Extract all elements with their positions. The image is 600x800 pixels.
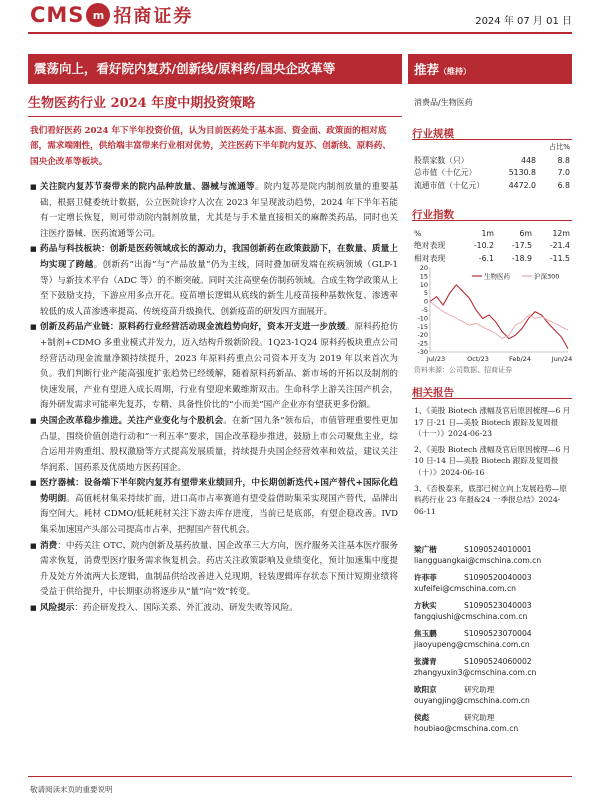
bullet-text bbox=[40, 180, 398, 242]
square-bullet-icon: ■ bbox=[30, 541, 37, 550]
bullet-body: 。在新“国九条”领布后，市值管理重要性更加凸显，围绕价值创造行动和“一利五率”要求，国企改革稳步推进，鼓励上市公司聚焦主业，综合运用并购重组、股权激励等方式提高发展质量，持续提升央国企经营效率和效益，建议关注华润系、国药系及优质地方医药国企。 bbox=[40, 415, 398, 473]
table-row: 相对表现 -6.1 -18.9 -11.5 bbox=[414, 253, 570, 263]
report-link[interactable]: 2、《美股 Biotech 涨幅及官后原因梳理—6 月 10 日-14 日—美股 Biotech 跟踪及复周报（十）》2024-06-16 bbox=[414, 444, 571, 477]
analyst-email[interactable]: houbiao@cmschina.com.cn bbox=[414, 724, 519, 733]
analyst-entry bbox=[414, 599, 572, 622]
logo-text-en: CMS bbox=[30, 3, 85, 27]
index-line-chart bbox=[412, 264, 572, 364]
bullet-item bbox=[30, 180, 398, 242]
bullet-text bbox=[40, 242, 398, 320]
square-bullet-icon: ■ bbox=[30, 604, 37, 613]
y-tick-label: -10 bbox=[417, 314, 428, 323]
analyst-list bbox=[414, 543, 572, 739]
footer-note: 敬请阅读末页的重要说明 bbox=[30, 785, 113, 794]
analyst-name: 侯彪 bbox=[414, 712, 430, 722]
industry-scale-heading: 行业规模 bbox=[412, 122, 572, 140]
y-tick-label: -25 bbox=[417, 339, 428, 348]
report-date: 2024 年 07 月 01 日 bbox=[475, 16, 572, 27]
y-tick-label: 10 bbox=[419, 280, 428, 289]
bullet-text bbox=[40, 539, 398, 601]
bullet-item bbox=[30, 601, 398, 617]
square-bullet-icon: ■ bbox=[30, 323, 37, 332]
y-tick-label: -5 bbox=[421, 306, 428, 314]
x-tick-label: Oct/23 bbox=[467, 355, 489, 363]
table-row: 股票家数（只） 448 8.8 bbox=[414, 155, 570, 165]
y-tick-label: 5 bbox=[423, 289, 428, 298]
rating-note: （维持） bbox=[439, 66, 472, 76]
series-line-csi300 bbox=[430, 302, 568, 339]
y-tick-label: -20 bbox=[417, 331, 428, 340]
table-row: 总市值（十亿元） 5130.8 7.0 bbox=[414, 168, 570, 178]
analyst-name: 张潇青 bbox=[414, 656, 437, 666]
y-tick-label: 20 bbox=[419, 264, 428, 272]
chart-canvas bbox=[412, 264, 572, 364]
table-header-row: % 1m 6m 12m bbox=[414, 228, 570, 238]
bullet-body: 。原料药抢仿+制剂+CDMO 多重业模式并发力，迈入结构升级新阶段。1Q23-1Q24 原料药板块重点公司经营活动现金流量净额持续提升，2023 年原料药重点公司资本开支为 2019 年以来首次为负。我们判断行业产能高强度扩张趋势已经缓解，随着原料药新品、新市场的开拓以及制剂的快速发展，产业有望进入成长周期，行业有望迎来戴维斯双击。生命科学上游关注国产机会，海外研发需求可能率先复苏，专精、具备性价比的“小而美”国产企业亦有望获更多份额。 bbox=[40, 322, 399, 411]
bullet-text bbox=[40, 414, 398, 476]
analyst-entry bbox=[414, 683, 572, 706]
square-bullet-icon: ■ bbox=[30, 245, 37, 254]
scale-unit: 占比% bbox=[548, 142, 570, 151]
bullet-text bbox=[40, 320, 398, 414]
x-tick-label: Feb/24 bbox=[509, 355, 531, 363]
table-row: 绝对表现 -10.2 -17.5 -21.4 bbox=[414, 241, 570, 251]
bullet-lead: 医疗器械：设备端下半年院内复苏有望带来业绩回升，中长期创新迭代+国产替代+国际化趋势明朗 bbox=[40, 478, 398, 504]
headline-band: 震荡向上，看好院内复苏/创新线/原料药/国央企改革等 bbox=[28, 54, 402, 84]
x-tick-label: Jul/23 bbox=[426, 355, 446, 363]
bullet-item bbox=[30, 242, 398, 320]
related-reports-list bbox=[414, 405, 572, 521]
square-bullet-icon: ■ bbox=[30, 183, 37, 191]
legend-label: 沪深300 bbox=[534, 272, 560, 281]
y-tick-label: 0 bbox=[423, 297, 428, 306]
bullet-lead: 央国企改革稳步推进。关注产业变化与个股机会 bbox=[40, 415, 224, 426]
report-link[interactable]: 1、《美股 Biotech 涨幅及官后原因梳理—6 月 17 日-21 日—美股 Biotech 跟踪及复周报（十一）》2024-06-23 bbox=[414, 406, 571, 439]
legend-label: 生物医药 bbox=[484, 272, 510, 281]
bullet-item bbox=[30, 476, 398, 538]
analyst-email[interactable]: zhangyuxin3@cmschina.com.cn bbox=[414, 668, 537, 677]
logo-emblem-icon: m bbox=[86, 3, 110, 27]
brand-logo bbox=[30, 3, 193, 27]
y-tick-label: 15 bbox=[419, 272, 428, 281]
analyst-name: 梁广楷 bbox=[414, 544, 437, 554]
analyst-email[interactable]: ouyangjing@cmschina.com.cn bbox=[414, 696, 530, 705]
index-performance-table bbox=[414, 227, 570, 265]
analyst-entry bbox=[414, 711, 572, 734]
analyst-entry bbox=[414, 655, 572, 678]
square-bullet-icon: ■ bbox=[30, 416, 37, 425]
table-row: 流通市值（十亿元） 4472.0 6.8 bbox=[414, 180, 570, 190]
title-divider bbox=[28, 116, 402, 117]
bullet-text bbox=[40, 601, 398, 617]
bullet-lead: 创新及药品产业链：原料药行业经营活动现金流趋势向好，资本开支进一步放缓 bbox=[40, 322, 346, 333]
analyst-email[interactable]: jiaoyupeng@cmschina.com.cn bbox=[414, 640, 530, 649]
industry-tag: 消费品/生物医药 bbox=[414, 98, 473, 107]
analyst-name: 欧阳京 bbox=[414, 684, 437, 694]
bullet-lead: 药品与科技板块：创新是医药领域成长的源动力，我国创新药在政策鼓励下，在数量、质量上均实现了跨越 bbox=[40, 244, 398, 270]
report-link[interactable]: 3、《否极泰来，底部已树立向上发展趋势—原料药行业 23 年报&24 一季报总结》2024-06-11 bbox=[414, 483, 567, 516]
bullet-item bbox=[30, 539, 398, 601]
rating-label: 推荐 bbox=[414, 62, 440, 77]
rating-band bbox=[408, 54, 572, 84]
bullet-lead: 关注院内复苏节奏带来的院内品种放量、器械与流通等 bbox=[40, 182, 256, 192]
bullet-lead: 消费 bbox=[40, 540, 58, 551]
y-tick-label: -15 bbox=[417, 322, 428, 331]
bullet-item bbox=[30, 414, 398, 476]
analyst-name: 许菲菲 bbox=[414, 572, 437, 582]
analyst-email[interactable]: liangguangkai@cmschina.com.cn bbox=[414, 556, 542, 565]
bullet-body: 。高值耗材集采持续扩面，进口高市占率赛道有望受益借助集采实现国产替代，品牌出海空间大。耗材 CDMO/低耗耗材关注下游去库存进度，当前已是底部，有望企稳改善。IVD 集采加速国产头部公司提高市占率，把握国产替代机会。 bbox=[40, 493, 398, 536]
analyst-id: S1090524060002 bbox=[464, 656, 532, 666]
industry-index-heading: 行业指数 bbox=[412, 203, 572, 221]
analyst-id: S1090520040003 bbox=[464, 572, 532, 582]
bullet-item bbox=[30, 320, 398, 414]
analyst-id: S1090523070004 bbox=[464, 628, 532, 638]
analyst-id: S1090524010001 bbox=[464, 544, 532, 554]
square-bullet-icon: ■ bbox=[30, 479, 37, 488]
bullet-lead: 风险提示 bbox=[40, 603, 75, 614]
summary-paragraph: 我们看好医药 2024 年下半年投资价值，认为目前医药处于基本面、资金面、政策面的相对底部，需求端刚性，供给端丰富带来行业相对优势，关注医药下半年院内复苏、创新线、原料药、国央企改革等板块。 bbox=[30, 126, 391, 167]
analyst-entry bbox=[414, 571, 572, 594]
bullet-body: 。创新药“出海”与“产品放量”仍为主线，同时叠加研发端在疾病领域（GLP-1 等）与新技术平台（ADC 等）的不断突破。同时关注高壁垒仿制药领域。合成生物学政策从上至下鼓励支持，下游应用多点开花。疫苗增长逻辑从底线的新生儿疫苗接种基数恢复、渗透率较低的成人苗渗透率提高、传统疫苗升级换代、创新疫苗的研发四方面展开。 bbox=[40, 259, 398, 317]
chart-source: 资料来源：公司数据、招商证券 bbox=[414, 366, 512, 374]
report-title: 生物医药行业 2024 年度中期投资策略 bbox=[28, 96, 256, 111]
y-tick-label: -30 bbox=[417, 348, 428, 356]
bullet-text bbox=[40, 476, 398, 538]
footer-divider bbox=[28, 776, 572, 777]
bullet-body: ：中药关注 OTC、院内创新及基药放量、国企改革三大方向，医疗服务关注基本医疗服务需求恢复，消费型医疗服务需求恢复机会。药店关注政策影响及业绩变化，预计加速集中度提升及处方外流两大长逻辑，血制品供给改善进入兑现期，轻装逻辑库存状态下预计短期业绩将受益于供给提升，中长期驱动将逐步从“量”向“效”转变。 bbox=[40, 540, 398, 598]
analyst-id: 研究助理 bbox=[464, 712, 495, 722]
x-tick-label: Jun/24 bbox=[551, 355, 572, 363]
logo-text-cn: 招商证券 bbox=[113, 6, 194, 27]
analyst-email[interactable]: fangqiushi@cmschina.com.cn bbox=[414, 612, 528, 621]
related-reports-heading: 相关报告 bbox=[412, 381, 572, 399]
analyst-name: 方秋实 bbox=[414, 600, 437, 610]
bullet-body: ：药企研发投入、国际关系、外汇波动、研发失败等风险。 bbox=[74, 603, 298, 614]
analyst-id: 研究助理 bbox=[464, 684, 495, 694]
bullet-body: 。院内复苏是院内制剂放量的重要基础，根据卫健委统计数据，公立医院诊疗人次在 2023 年呈现波动趋势，2024 年下半年若能有一定增长恢复，则可带动院内制剂放量，尤其是与手术量直接相关的麻醉类药品，同时也关注医疗器械、医药流通等公司。 bbox=[40, 182, 398, 239]
analyst-id: S1090523040003 bbox=[464, 600, 532, 610]
header-divider bbox=[28, 32, 572, 34]
analyst-email[interactable]: xufeifei@cmschina.com.cn bbox=[414, 584, 516, 593]
analyst-entry bbox=[414, 627, 572, 650]
series-line-biomed bbox=[430, 285, 568, 349]
analyst-name: 焦玉鹏 bbox=[414, 628, 437, 638]
analyst-entry bbox=[414, 543, 572, 566]
industry-scale-table bbox=[414, 142, 570, 192]
bullet-list bbox=[30, 180, 398, 617]
